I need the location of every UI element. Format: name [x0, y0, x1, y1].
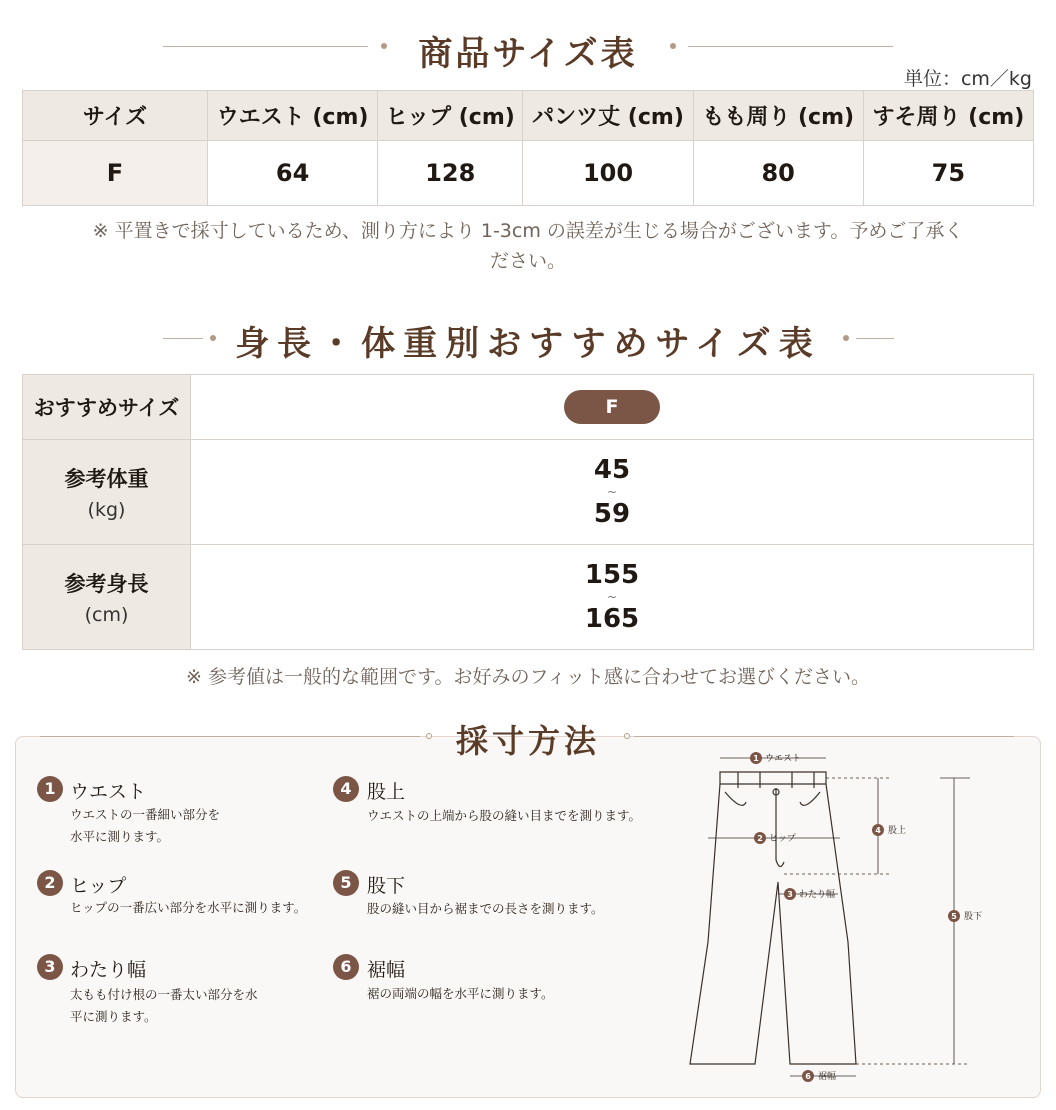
range-tilde: ~ [606, 485, 618, 499]
recommend-title: 身長・体重別おすすめサイズ表 [235, 324, 821, 364]
header-cell: ヒップ (cm) [378, 91, 523, 141]
range-tilde: ~ [606, 590, 618, 604]
measure-item-desc: ウエストの一番細い部分を 水平に測ります。 [70, 807, 221, 844]
measure-title: 採寸方法 [455, 722, 600, 760]
header-cell: パンツ丈 (cm) [523, 91, 693, 141]
measure-item-name: ヒップ [70, 875, 127, 897]
height-label: 参考身長 [64, 572, 149, 596]
step-badge: 6 [333, 954, 359, 980]
weight-label-cell [23, 440, 191, 545]
measure-item-name: 裾幅 [367, 959, 406, 981]
measure-item-desc: 股の縫い目から裾までの長さを測ります。 [367, 901, 604, 916]
table-row [23, 440, 1034, 545]
diagram-label-waist: ウエスト [765, 754, 802, 764]
waistband-shape [720, 772, 826, 784]
pocket-right [800, 792, 820, 805]
step-badge: 3 [37, 954, 63, 980]
size-note-line1: ※ 平置きで採寸しているため、測り方により 1-3cm の誤差が生じる場合がございます。予めご了承く [92, 220, 964, 242]
height-min: 155 [584, 560, 640, 590]
height-max: 165 [584, 604, 640, 634]
diagram-label-rise: 股上 [888, 826, 907, 836]
step-badge: 5 [333, 870, 359, 896]
table-row [23, 545, 1034, 650]
size-note [0, 216, 1056, 276]
size-pill: F [564, 390, 660, 424]
measure-item-name: 股上 [367, 781, 406, 803]
pants-outline [690, 784, 856, 1064]
svg-text:5: 5 [951, 912, 957, 921]
pants-diagram [680, 742, 1020, 1092]
weight-label: 参考体重 [64, 467, 149, 491]
svg-text:6: 6 [805, 1072, 811, 1081]
weight-min: 45 [593, 455, 631, 485]
svg-text:1: 1 [753, 754, 759, 763]
diagram-label-hip: ヒップ [769, 834, 796, 844]
pocket-left [725, 792, 746, 805]
header-cell: もも周り (cm) [693, 91, 863, 141]
measure-item-name: わたり幅 [70, 959, 147, 981]
header-cell: ウエスト (cm) [208, 91, 378, 141]
table-cell: F [23, 141, 208, 206]
measure-item-name: 股下 [367, 875, 406, 897]
svg-text:2: 2 [757, 834, 763, 843]
diagram-label-thigh: わたり幅 [799, 890, 836, 900]
height-cell [191, 545, 1034, 650]
table-cell: 100 [523, 141, 693, 206]
measure-item-desc: 裾の両端の幅を水平に測ります。 [367, 986, 554, 1001]
measure-item-desc: ウエストの上端から股の縫い目までを測ります。 [367, 808, 642, 823]
title-rule-right [856, 338, 894, 339]
weight-unit: (kg) [87, 499, 126, 521]
title-dot-right [670, 43, 676, 49]
table-cell: 128 [378, 141, 523, 206]
title-dot-right [624, 733, 630, 739]
header-cell: サイズ [23, 91, 208, 141]
fly-curve [776, 860, 784, 867]
size-note-line2: ださい。 [489, 250, 566, 272]
height-label-cell [23, 545, 191, 650]
table-row [23, 141, 1034, 206]
step-badge: 4 [333, 776, 359, 802]
measure-item-desc: 太もも付け根の一番太い部分を水 平に測ります。 [70, 987, 258, 1024]
table-cell: 64 [208, 141, 378, 206]
size-label: おすすめサイズ [23, 375, 191, 440]
height-unit: (cm) [84, 604, 129, 626]
svg-text:4: 4 [875, 826, 881, 835]
size-table-header-row [23, 91, 1034, 141]
step-badge: 1 [37, 776, 63, 802]
title-dot-right [843, 335, 849, 341]
recommend-table [22, 374, 1034, 650]
table-row [23, 375, 1034, 440]
size-table [22, 90, 1034, 206]
recommend-note: ※ 参考値は一般的な範囲です。お好みのフィット感に合わせてお選びください。 [186, 666, 870, 688]
measure-item-name: ウエスト [70, 781, 147, 803]
unit-label: 単位：cm／kg [903, 68, 1032, 90]
table-cell: 75 [863, 141, 1033, 206]
measure-item-desc: ヒップの一番広い部分を水平に測ります。 [70, 900, 307, 915]
title-rule-right [688, 46, 893, 47]
header-cell: すそ周り (cm) [863, 91, 1033, 141]
weight-cell [191, 440, 1034, 545]
diagram-label-inseam: 股下 [964, 912, 983, 922]
step-badge: 2 [37, 870, 63, 896]
title-rule-right [634, 736, 1014, 737]
size-table-title: 商品サイズ表 [418, 34, 638, 74]
size-cell [191, 375, 1034, 440]
svg-text:3: 3 [787, 890, 793, 899]
weight-max: 59 [593, 499, 631, 529]
table-cell: 80 [693, 141, 863, 206]
diagram-label-hem: 裾幅 [818, 1072, 837, 1082]
